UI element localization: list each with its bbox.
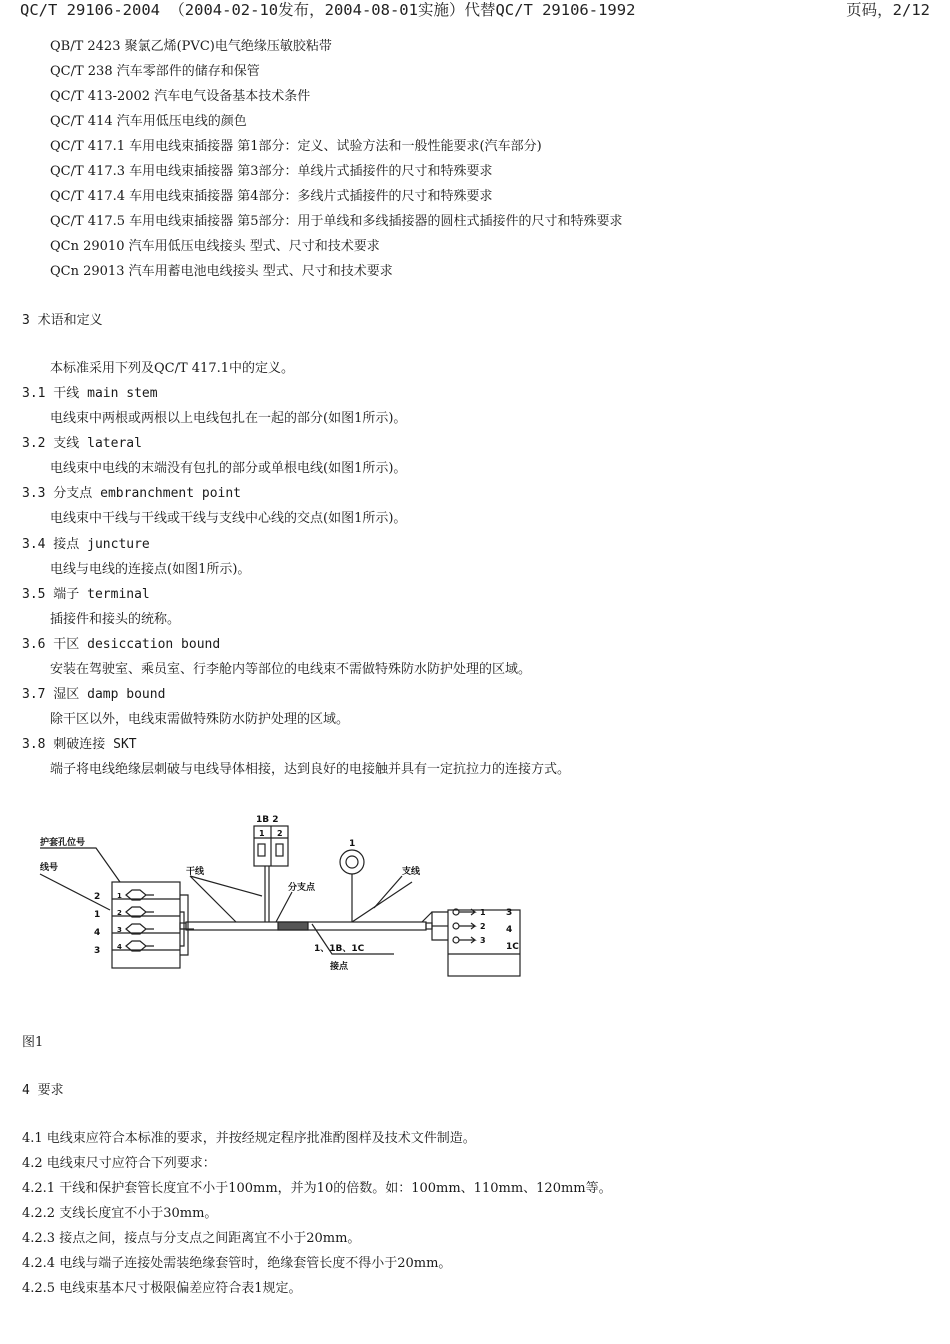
page-indicator: 页码，2/12: [846, 1, 930, 19]
page-header: [20, 0, 930, 22]
requirement-item: 4.2 电线束尺寸应符合下列要求：: [22, 1156, 216, 1171]
reference-item: QC/T 238 汽车零部件的储存和保管: [50, 64, 260, 79]
requirement-item: 4.2.4 电线与端子连接处需装绝缘套管时，绝缘套管长度不得小于20mm。: [22, 1256, 452, 1271]
left-pin-number: 3: [117, 926, 122, 934]
document-title: QC/T 29106-2004 （2004-02-10发布，2004-08-01实施）代替QC/T 29106-1992: [20, 1, 636, 19]
ring-terminal-label: 1: [349, 839, 356, 849]
left-pin-number: 4: [117, 943, 122, 951]
reference-item: QC/T 417.1 车用电线束插接器 第1部分：定义、试验方法和一般性能要求(汽车部分): [50, 139, 542, 154]
term-definition: 电线与电线的连接点(如图1所示)。: [50, 562, 251, 577]
reference-item: QB/T 2423 聚氯乙烯(PVC)电气绝缘压敏胶粘带: [50, 39, 332, 54]
figure-caption: 图1: [22, 1035, 44, 1050]
term-title: 3.2 支线 lateral: [22, 436, 142, 451]
term-definition: 电线束中电线的末端没有包扎的部分或单根电线(如图1所示)。: [50, 461, 407, 476]
right-pin-number: 1: [480, 908, 486, 917]
requirement-item: 4.2.5 电线束基本尺寸极限偏差应符合表1规定。: [22, 1281, 302, 1296]
juncture-label: 接点: [330, 962, 349, 972]
section-4-heading: 4 要求: [22, 1083, 64, 1098]
requirement-item: 4.2.3 接点之间，接点与分支点之间距离宜不小于20mm。: [22, 1231, 361, 1246]
top-connector-label: 1B 2: [256, 815, 279, 825]
term-title: 3.8 刺破连接 SKT: [22, 737, 137, 752]
top-connector-pin: 2: [277, 829, 283, 838]
term-definition: 除干区以外，电线束需做特殊防水防护处理的区域。: [50, 712, 350, 727]
right-wire-number: 1C: [506, 942, 519, 952]
reference-item: QCn 29013 汽车用蓄电池电线接头 型式、尺寸和技术要求: [50, 264, 393, 279]
branch-point-label: 分支点: [288, 883, 316, 893]
term-title: 3.6 干区 desiccation bound: [22, 637, 221, 652]
reference-item: QC/T 413-2002 汽车电气设备基本技术条件: [50, 89, 311, 104]
main-stem-label: 干线: [186, 867, 205, 877]
term-definition: 插接件和接头的统称。: [50, 612, 181, 627]
reference-item: QC/T 417.5 车用电线束插接器 第5部分：用于单线和多线插接器的圆柱式插接件的尺寸和特殊要求: [50, 214, 623, 229]
lateral-label: 支线: [402, 867, 421, 877]
left-wire-number: 1: [94, 910, 101, 920]
left-wire-number: 3: [94, 946, 101, 956]
term-definition: 电线束中干线与干线或干线与支线中心线的交点(如图1所示)。: [50, 511, 407, 526]
term-title: 3.5 端子 terminal: [22, 587, 150, 602]
ring-terminal: [340, 850, 364, 874]
requirement-item: 4.1 电线束应符合本标准的要求，并按经规定程序批准酌图样及技术文件制造。: [22, 1131, 476, 1146]
sheath-hole-label: 护套孔位号: [40, 838, 86, 848]
wire-number-label: 线号: [40, 863, 59, 873]
right-wire-number: 4: [506, 925, 513, 935]
wire-harness-drawing: [22, 812, 532, 984]
right-pin-number: 2: [480, 922, 486, 931]
reference-item: QC/T 417.3 车用电线束插接器 第3部分：单线片式插接件的尺寸和特殊要求: [50, 164, 493, 179]
section-3-intro: 本标准采用下列及QC/T 417.1中的定义。: [50, 361, 295, 376]
term-title: 3.1 干线 main stem: [22, 386, 158, 401]
term-title: 3.3 分支点 embranchment point: [22, 486, 242, 501]
term-title: 3.4 接点 juncture: [22, 537, 150, 552]
reference-item: QC/T 414 汽车用低压电线的颜色: [50, 114, 247, 129]
juncture-ids-label: 1、1B、1C: [314, 944, 365, 954]
term-title: 3.7 湿区 damp bound: [22, 687, 166, 702]
right-connector-pins: [453, 909, 475, 943]
left-wire-number: 4: [94, 928, 101, 938]
normative-references: [50, 34, 930, 284]
section-3-heading: 3 术语和定义: [22, 313, 103, 328]
term-definition: 电线束中两根或两根以上电线包扎在一起的部分(如图1所示)。: [50, 411, 407, 426]
requirement-item: 4.2.1 干线和保护套管长度宜不小于100mm，并为10的倍数。如：100mm、110mm、120mm等。: [22, 1181, 612, 1196]
left-pin-number: 2: [117, 909, 122, 917]
term-definition: 端子将电线绝缘层刺破与电线导体相接，达到良好的电接触并具有一定抗拉力的连接方式。: [50, 762, 571, 777]
left-wire-number: 2: [94, 892, 101, 902]
term-definition: 安装在驾驶室、乘员室、行李舱内等部位的电线束不需做特殊防水防护处理的区域。: [50, 662, 532, 677]
right-pin-number: 3: [480, 936, 486, 945]
requirement-item: 4.2.2 支线长度宜不小于30mm。: [22, 1206, 218, 1221]
top-connector-pin: 1: [259, 829, 265, 838]
right-wire-number: 3: [506, 908, 513, 918]
left-pin-number: 1: [117, 892, 122, 900]
reference-item: QC/T 417.4 车用电线束插接器 第4部分：多线片式插接件的尺寸和特殊要求: [50, 189, 493, 204]
wire-harness-diagram: [22, 812, 532, 984]
reference-item: QCn 29010 汽车用低压电线接头 型式、尺寸和技术要求: [50, 239, 380, 254]
